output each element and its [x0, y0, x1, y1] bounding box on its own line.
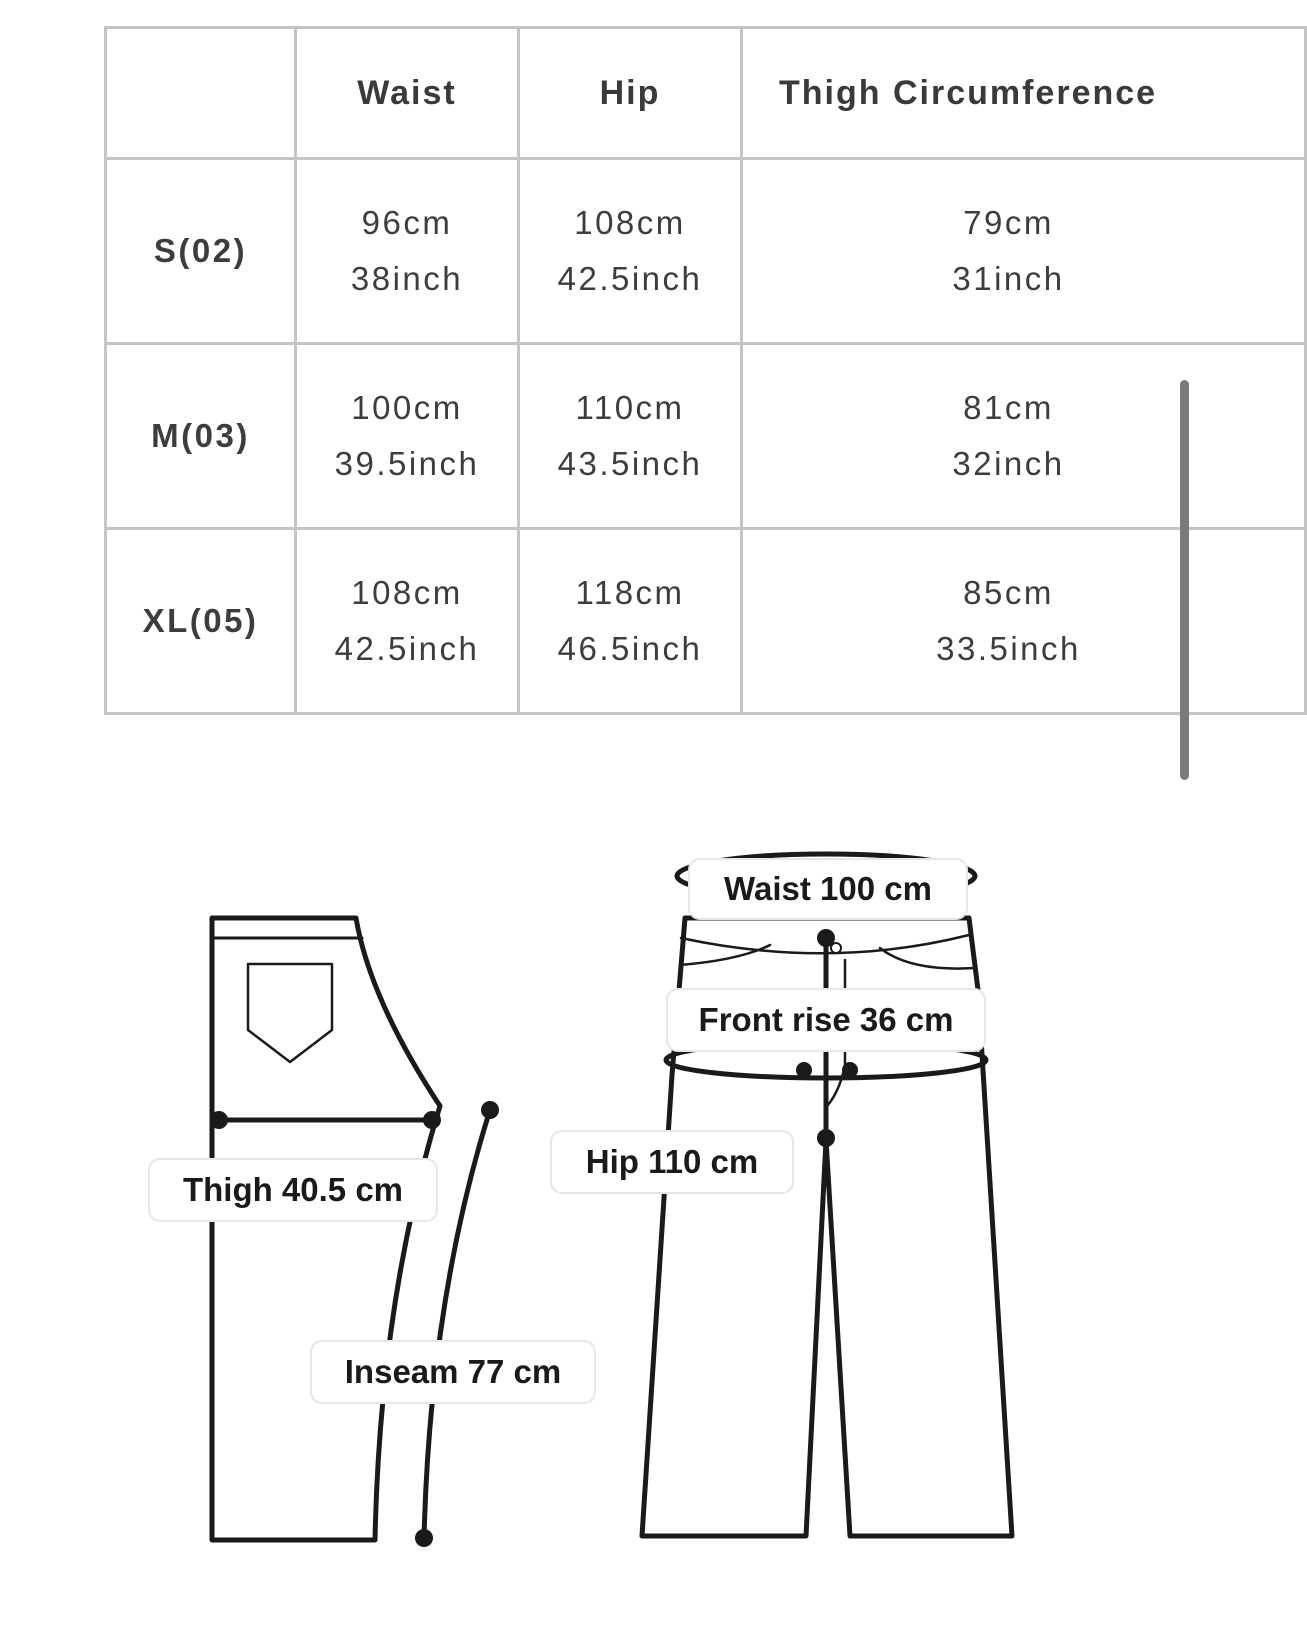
hip-inch: 46.5inch: [557, 630, 703, 667]
thigh-cell: [742, 159, 1306, 344]
header-hip: Hip: [519, 28, 742, 159]
measurement-dots: [210, 929, 858, 1547]
hip-cell: [519, 529, 742, 714]
inseam-measurement-label: Inseam 77 cm: [310, 1340, 596, 1404]
thigh-cell: [742, 344, 1306, 529]
waist-measurement-label: Waist 100 cm: [688, 858, 968, 920]
size-table-viewport[interactable]: [104, 26, 1158, 726]
size-label: XL(05): [106, 529, 296, 714]
hip-cm: 110cm: [575, 389, 685, 426]
waist-inch: 39.5inch: [334, 445, 480, 482]
table-row: [106, 529, 1306, 714]
hip-inch: 42.5inch: [557, 260, 703, 297]
header-thigh: Thigh Circumference: [742, 28, 1306, 159]
table-row: [106, 159, 1306, 344]
hip-inch: 43.5inch: [557, 445, 703, 482]
size-label: S(02): [106, 159, 296, 344]
waist-cm: 100cm: [351, 389, 463, 426]
hip-measurement-label: Hip 110 cm: [550, 1130, 794, 1194]
size-table: [104, 26, 1307, 715]
hip-cell: [519, 344, 742, 529]
hip-cell: [519, 159, 742, 344]
waist-cell: [296, 529, 519, 714]
hip-cm: 118cm: [575, 574, 685, 611]
front-rise-measurement-label: Front rise 36 cm: [666, 988, 986, 1052]
table-header-row: [106, 28, 1306, 159]
thigh-inch: 32inch: [952, 445, 1065, 482]
size-label: M(03): [106, 344, 296, 529]
scrollbar-thumb[interactable]: [1180, 380, 1189, 780]
waist-cell: [296, 344, 519, 529]
thigh-measurement-label: Thigh 40.5 cm: [148, 1158, 438, 1222]
header-waist: Waist: [296, 28, 519, 159]
waist-inch: 42.5inch: [334, 630, 480, 667]
waist-cm: 96cm: [361, 204, 453, 241]
hip-cm: 108cm: [574, 204, 686, 241]
waist-inch: 38inch: [350, 260, 464, 297]
thigh-cm: 85cm: [963, 574, 1054, 611]
table-row: [106, 344, 1306, 529]
waist-cell: [296, 159, 519, 344]
thigh-cell: [742, 529, 1306, 714]
front-view-pants-icon: [642, 854, 1012, 1536]
thigh-cm: 81cm: [963, 389, 1054, 426]
thigh-cm: 79cm: [963, 204, 1054, 241]
button-icon: [831, 943, 841, 953]
thigh-inch: 31inch: [952, 260, 1065, 297]
waist-cm: 108cm: [351, 574, 463, 611]
header-empty-cell: [106, 28, 296, 159]
side-view-pants-icon: [212, 918, 490, 1540]
thigh-inch: 33.5inch: [936, 630, 1081, 667]
